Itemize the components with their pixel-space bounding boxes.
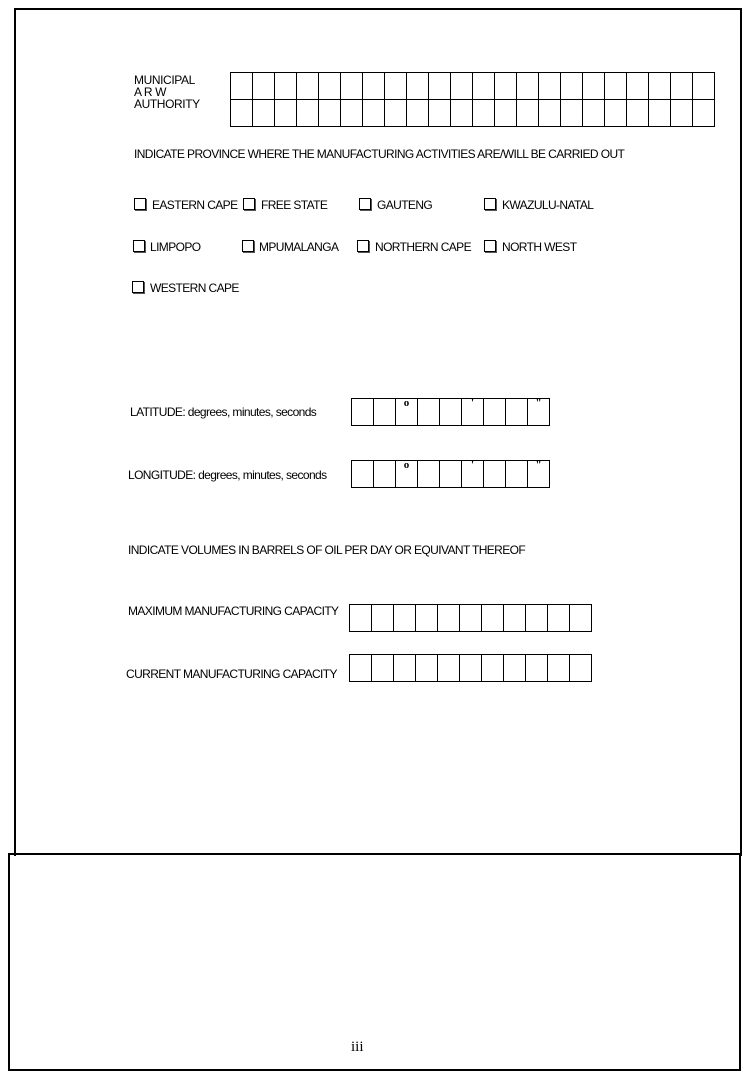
municipal-cell[interactable] <box>495 73 517 100</box>
lat-deg-2[interactable] <box>374 399 396 426</box>
minute-mark: ' <box>470 459 475 471</box>
municipal-cell[interactable] <box>363 73 385 100</box>
municipal-cell[interactable] <box>297 73 319 100</box>
checkbox-northern-cape[interactable] <box>357 240 369 252</box>
municipal-cell[interactable] <box>473 73 495 100</box>
municipal-cell[interactable] <box>275 73 297 100</box>
municipal-cell[interactable] <box>583 73 605 100</box>
lon-deg-3[interactable] <box>396 461 418 488</box>
municipal-cell[interactable] <box>429 73 451 100</box>
current-capacity-cell[interactable] <box>416 655 438 682</box>
current-capacity-cell[interactable] <box>372 655 394 682</box>
municipal-cell[interactable] <box>561 100 583 127</box>
lon-deg-1[interactable] <box>352 461 374 488</box>
municipal-cell[interactable] <box>341 73 363 100</box>
page-frame-bottom <box>8 853 741 1071</box>
current-capacity-cell[interactable] <box>482 655 504 682</box>
municipal-cell[interactable] <box>451 73 473 100</box>
checkbox-limpopo[interactable] <box>133 240 145 252</box>
municipal-cell[interactable] <box>341 100 363 127</box>
checkbox-eastern-cape[interactable] <box>134 198 146 210</box>
second-mark: " <box>535 459 542 471</box>
label-north-west: NORTH WEST <box>502 240 577 254</box>
lat-sec-3[interactable] <box>528 399 550 426</box>
municipal-cell[interactable] <box>275 100 297 127</box>
lat-sec-2[interactable] <box>506 399 528 426</box>
municipal-cell[interactable] <box>451 100 473 127</box>
current-capacity-cell[interactable] <box>350 655 372 682</box>
label-mpumalanga: MPUMALANGA <box>259 240 339 254</box>
municipal-cell[interactable] <box>407 100 429 127</box>
lat-min-1[interactable] <box>418 399 440 426</box>
municipal-cell[interactable] <box>539 73 561 100</box>
label-northern-cape: NORTHERN CAPE <box>375 240 471 254</box>
label-free-state: FREE STATE <box>261 198 328 212</box>
minute-mark: ' <box>470 397 475 409</box>
lon-deg-2[interactable] <box>374 461 396 488</box>
lon-sec-1[interactable] <box>484 461 506 488</box>
page-number: iii <box>351 1039 364 1055</box>
checkbox-mpumalanga[interactable] <box>242 240 254 252</box>
max-capacity-cell[interactable] <box>350 605 372 632</box>
municipal-cell[interactable] <box>385 100 407 127</box>
max-capacity-label: MAXIMUM MANUFACTURING CAPACITY <box>128 604 339 618</box>
checkbox-kwazulu-natal[interactable] <box>484 198 496 210</box>
lon-min-3[interactable] <box>462 461 484 488</box>
current-capacity-label: CURRENT MANUFACTURING CAPACITY <box>126 667 337 681</box>
municipal-cell[interactable] <box>231 100 253 127</box>
current-capacity-cell[interactable] <box>526 655 548 682</box>
lon-sec-2[interactable] <box>506 461 528 488</box>
municipal-label <box>134 74 200 110</box>
municipal-cell[interactable] <box>693 100 715 127</box>
municipal-cell[interactable] <box>517 100 539 127</box>
latitude-input-grid[interactable] <box>351 398 550 426</box>
label-eastern-cape: EASTERN CAPE <box>152 198 238 212</box>
municipal-cell[interactable] <box>671 73 693 100</box>
municipal-cell[interactable] <box>495 100 517 127</box>
municipal-cell[interactable] <box>539 100 561 127</box>
lon-min-2[interactable] <box>440 461 462 488</box>
max-capacity-input-grid[interactable] <box>349 604 592 632</box>
checkbox-north-west[interactable] <box>484 240 496 252</box>
lon-sec-3[interactable] <box>528 461 550 488</box>
lon-min-1[interactable] <box>418 461 440 488</box>
current-capacity-cell[interactable] <box>504 655 526 682</box>
current-capacity-cell[interactable] <box>438 655 460 682</box>
max-capacity-cell[interactable] <box>526 605 548 632</box>
max-capacity-cell[interactable] <box>460 605 482 632</box>
municipal-cell[interactable] <box>319 73 341 100</box>
province-instruction: INDICATE PROVINCE WHERE THE MANUFACTURING ACTIVITIES ARE/WILL BE CARRIED OUT <box>134 147 625 161</box>
municipal-cell[interactable] <box>253 73 275 100</box>
municipal-cell[interactable] <box>231 73 253 100</box>
degree-mark: o <box>403 397 410 409</box>
second-mark: " <box>535 397 542 409</box>
max-capacity-cell[interactable] <box>416 605 438 632</box>
lat-sec-1[interactable] <box>484 399 506 426</box>
current-capacity-cell[interactable] <box>460 655 482 682</box>
municipal-cell[interactable] <box>583 100 605 127</box>
label-western-cape: WESTERN CAPE <box>150 281 239 295</box>
checkbox-free-state[interactable] <box>243 198 255 210</box>
lat-min-2[interactable] <box>440 399 462 426</box>
volumes-instruction: INDICATE VOLUMES IN BARRELS OF OIL PER DAY OR EQUIVANT THEREOF <box>128 543 526 557</box>
lat-min-3[interactable] <box>462 399 484 426</box>
longitude-input-grid[interactable] <box>351 460 550 488</box>
degree-mark: o <box>403 459 410 471</box>
max-capacity-cell[interactable] <box>394 605 416 632</box>
municipal-cell[interactable] <box>473 100 495 127</box>
municipal-cell[interactable] <box>605 73 627 100</box>
max-capacity-cell[interactable] <box>438 605 460 632</box>
municipal-label-line3: AUTHORITY <box>134 97 200 111</box>
current-capacity-cell[interactable] <box>548 655 570 682</box>
municipal-cell[interactable] <box>253 100 275 127</box>
municipal-cell[interactable] <box>627 100 649 127</box>
lat-deg-1[interactable] <box>352 399 374 426</box>
municipal-cell[interactable] <box>693 73 715 100</box>
max-capacity-cell[interactable] <box>482 605 504 632</box>
lat-deg-3[interactable] <box>396 399 418 426</box>
current-capacity-input-grid[interactable] <box>349 654 592 682</box>
latitude-label: LATITUDE: degrees, minutes, seconds <box>130 405 317 419</box>
municipal-cell[interactable] <box>627 73 649 100</box>
label-limpopo: LIMPOPO <box>150 240 201 254</box>
municipal-cell[interactable] <box>671 100 693 127</box>
municipal-label-line1: MUNICIPAL <box>134 73 195 87</box>
municipal-cell[interactable] <box>363 100 385 127</box>
checkbox-gauteng[interactable] <box>359 198 371 210</box>
municipal-cell[interactable] <box>517 73 539 100</box>
checkbox-western-cape[interactable] <box>132 281 144 293</box>
max-capacity-cell[interactable] <box>504 605 526 632</box>
municipal-cell[interactable] <box>605 100 627 127</box>
max-capacity-cell[interactable] <box>372 605 394 632</box>
municipal-cell[interactable] <box>319 100 341 127</box>
max-capacity-cell[interactable] <box>570 605 592 632</box>
municipal-cell[interactable] <box>649 100 671 127</box>
label-gauteng: GAUTENG <box>377 198 433 212</box>
longitude-label: LONGITUDE: degrees, minutes, seconds <box>128 468 327 482</box>
max-capacity-cell[interactable] <box>548 605 570 632</box>
current-capacity-cell[interactable] <box>394 655 416 682</box>
current-capacity-cell[interactable] <box>570 655 592 682</box>
municipal-cell[interactable] <box>407 73 429 100</box>
municipal-cell[interactable] <box>561 73 583 100</box>
page-frame-top <box>14 8 742 856</box>
municipal-authority-input-grid[interactable] <box>230 72 715 127</box>
municipal-cell[interactable] <box>649 73 671 100</box>
municipal-cell[interactable] <box>429 100 451 127</box>
municipal-label-line2: A R W <box>134 85 167 99</box>
municipal-cell[interactable] <box>385 73 407 100</box>
label-kwazulu-natal: KWAZULU-NATAL <box>502 198 594 212</box>
municipal-cell[interactable] <box>297 100 319 127</box>
